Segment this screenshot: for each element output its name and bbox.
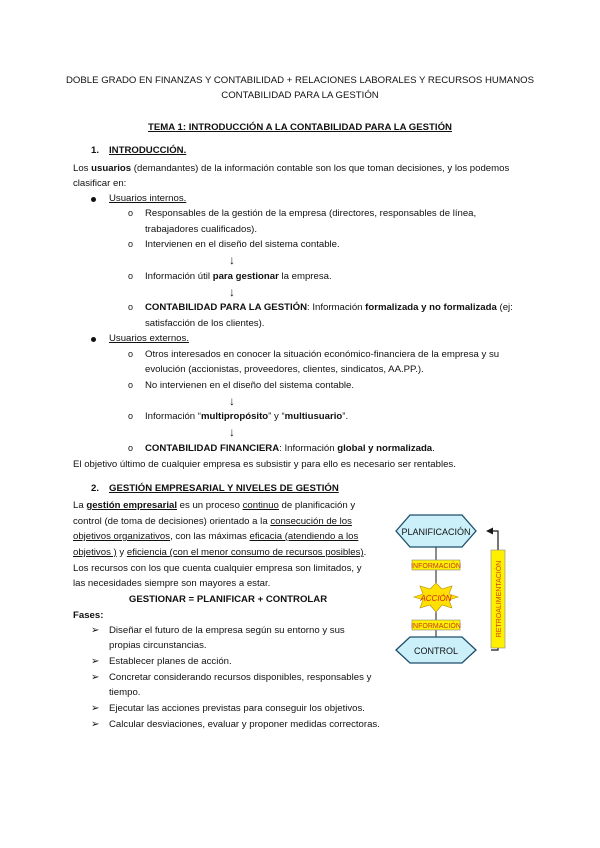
fase-item-continuation: propias circunstancias. <box>109 640 207 651</box>
planificacion-label: PLANIFICACIÓN <box>401 527 471 537</box>
section-1-number: 1. <box>91 145 100 156</box>
circle-bullet: o <box>128 349 134 359</box>
item4-b1: global y normalizada <box>337 443 433 454</box>
course-header: CONTABILIDAD PARA LA GESTIÓN <box>221 90 379 101</box>
intro-text-post: (demandantes) de la información contable son los que toman decisiones, y los podemos <box>131 163 510 174</box>
item3-bold: para gestionar <box>212 271 279 282</box>
fase-item-continuation: tiempo. <box>109 687 141 698</box>
item3-pre: Información “ <box>145 411 201 422</box>
internos-item4 <box>145 300 513 315</box>
fases-label: Fases: <box>73 610 104 621</box>
section-2-para-line1 <box>73 498 355 513</box>
planificacion-node <box>396 515 476 547</box>
informacion-bottom-node <box>411 620 461 630</box>
para-text: , con las máximas <box>170 531 250 542</box>
retroalimentacion-label: RETROALIMENTACIÓN <box>496 560 503 638</box>
tema-title: TEMA 1: INTRODUCCIÓN A LA CONTABILIDAD PARA LA GESTIÓN <box>148 122 452 133</box>
informacion-bottom-label: INFORMACIÓN <box>411 623 461 630</box>
para-text: de planificación y <box>278 500 356 511</box>
accion-label: ACCIÓN <box>420 594 452 603</box>
para-text: y <box>116 547 127 558</box>
control-node <box>396 637 476 663</box>
para-text-bold: gestión empresarial <box>86 500 177 511</box>
down-arrow-icon: ↓ <box>229 285 235 299</box>
section-2-para-line3 <box>73 529 358 544</box>
para-text: La <box>73 500 87 511</box>
arrowhead-bullet-icon: ➢ <box>91 703 100 714</box>
internos-item2: Intervienen en el diseño del sistema contable. <box>145 239 340 250</box>
item4-bold: CONTABILIDAD PARA LA GESTIÓN <box>145 302 308 313</box>
externos-item1-line2: evolución (accionistas, proveedores, clientes, sindicatos, AA.PP.). <box>145 364 424 375</box>
para-text: . <box>363 547 367 558</box>
item4-b1: formalizada y no formalizada <box>365 302 497 313</box>
circle-bullet: o <box>128 208 134 218</box>
internos-item3 <box>145 269 332 284</box>
bullet-dot <box>91 197 96 202</box>
down-arrow-icon: ↓ <box>229 425 235 439</box>
section-1-closing: El objetivo último de cualquier empresa es subsistir y para ello es necesario ser rentables. <box>73 459 456 470</box>
item4-a: : Información <box>279 443 338 454</box>
down-arrow-icon: ↓ <box>229 394 235 408</box>
item3-b2: multiusuario <box>284 411 343 422</box>
retroalimentacion-node <box>491 550 505 648</box>
para-text: control (de toma de decisiones) orientado a la <box>73 516 271 527</box>
fase-item: Ejecutar las acciones previstas para conseguir los objetivos. <box>109 703 365 714</box>
para-text-underlined: eficacia (atendiendo a los <box>249 531 359 542</box>
externos-item4 <box>145 441 435 456</box>
item4-a: : Información <box>307 302 366 313</box>
arrowhead-bullet-icon: ➢ <box>91 656 100 667</box>
section-1-intro-line2: clasificar en: <box>73 178 127 189</box>
item3-post: la empresa. <box>278 271 332 282</box>
fase-item: Concretar considerando recursos disponibles, responsables y <box>109 672 372 683</box>
section-2-para-line5: Los recursos con los que cuenta cualquier empresa son limitados, y <box>73 563 362 574</box>
gestionar-formula: GESTIONAR = PLANIFICAR + CONTROLAR <box>128 594 328 605</box>
item3-post: ”. <box>342 411 349 422</box>
informacion-top-node <box>411 560 461 570</box>
fase-item: Diseñar el futuro de la empresa según su entorno y sus <box>109 625 345 636</box>
item3-mid: ” y “ <box>268 411 285 422</box>
circle-bullet: o <box>128 411 134 421</box>
degree-header: DOBLE GRADO EN FINANZAS Y CONTABILIDAD + RELACIONES LABORALES Y RECURSOS HUMANOS <box>66 75 534 86</box>
item3-b1: multipropósito <box>200 411 269 422</box>
para-text-underlined: consecución de los <box>270 516 352 527</box>
section-2-number: 2. <box>91 483 100 494</box>
bullet-dot <box>91 337 96 342</box>
item4-c: . <box>432 443 435 454</box>
informacion-top-label: INFORMACIÓN <box>411 563 461 570</box>
para-text-underlined: eficiencia (con el menor consumo de recursos posibles) <box>126 547 364 558</box>
internos-item4-line2: satisfacción de los clientes). <box>145 318 265 329</box>
management-cycle-diagram <box>390 500 530 685</box>
circle-bullet: o <box>128 302 134 312</box>
externos-item1-line1: Otros interesados en conocer la situación económico-financiera de la empresa y su <box>145 349 500 360</box>
externos-title: Usuarios externos. <box>109 333 189 344</box>
section-1-title: INTRODUCCIÓN. <box>109 145 187 156</box>
arrowhead-bullet-icon: ➢ <box>91 672 100 683</box>
fase-item: Calcular desviaciones, evaluar y proponer medidas correctoras. <box>109 719 380 730</box>
accion-node <box>414 583 458 612</box>
externos-item3 <box>145 409 348 424</box>
section-1-intro <box>73 161 509 176</box>
arrowhead-bullet-icon: ➢ <box>91 625 100 636</box>
section-2-para-line6: las necesidades siempre son mayores a estar. <box>73 578 271 589</box>
arrowhead-bullet-icon: ➢ <box>91 719 100 730</box>
internos-item1-line1: Responsables de la gestión de la empresa (directores, responsables de línea, <box>145 208 477 219</box>
internos-item1-line2: trabajadores cualificados). <box>145 224 257 235</box>
section-2-para-line2 <box>73 514 352 529</box>
control-label: CONTROL <box>413 646 459 656</box>
intro-text-bold: usuarios <box>91 163 132 174</box>
down-arrow-icon: ↓ <box>229 253 235 267</box>
fase-item: Establecer planes de acción. <box>109 656 232 667</box>
circle-bullet: o <box>128 271 134 281</box>
para-text-underlined: objetivos ) <box>73 547 117 558</box>
para-text-underlined: continuo <box>242 500 279 511</box>
section-2-title: GESTIÓN EMPRESARIAL Y NIVELES DE GESTIÓN <box>109 483 339 494</box>
externos-item2: No intervienen en el diseño del sistema contable. <box>145 380 355 391</box>
circle-bullet: o <box>128 443 134 453</box>
intro-text-pre: Los <box>73 163 92 174</box>
section-2-para-line4 <box>73 545 366 560</box>
item4-bold: CONTABILIDAD FINANCIERA <box>145 443 280 454</box>
circle-bullet: o <box>128 380 134 390</box>
internos-title: Usuarios internos. <box>109 193 187 204</box>
circle-bullet: o <box>128 239 134 249</box>
item4-c: (ej: <box>496 302 513 313</box>
para-text: es un proceso <box>177 500 243 511</box>
para-text-underlined: objetivos organizativos <box>73 531 171 542</box>
item3-pre: Información útil <box>145 271 213 282</box>
